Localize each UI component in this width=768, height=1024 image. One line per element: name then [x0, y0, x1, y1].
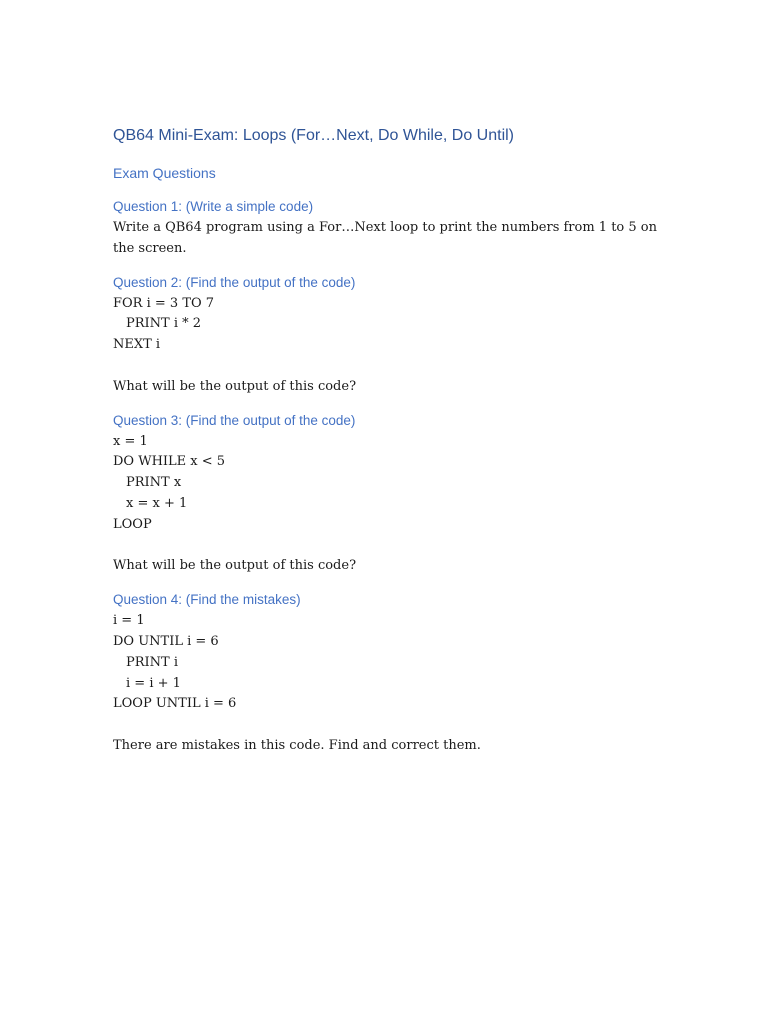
code-line: NEXT i	[113, 337, 161, 353]
question-3-prompt: What will be the output of this code?	[113, 558, 357, 574]
code-line: PRINT i * 2	[126, 316, 202, 332]
code-line: DO UNTIL i = 6	[113, 633, 219, 649]
code-line: LOOP	[113, 516, 152, 532]
blank-line	[113, 356, 673, 377]
question-2	[113, 272, 673, 398]
code-line: PRINT x	[126, 475, 182, 491]
code-line: x = 1	[113, 433, 148, 449]
question-2-heading: Question 2: (Find the output of the code)	[113, 274, 356, 290]
question-3	[113, 410, 673, 578]
code-line: PRINT i	[126, 654, 179, 670]
code-line: FOR i = 3 TO 7	[113, 295, 215, 311]
question-4-prompt: There are mistakes in this code. Find and correct them.	[113, 737, 481, 753]
code-line: DO WHILE x < 5	[113, 454, 226, 470]
question-2-prompt: What will be the output of this code?	[113, 378, 357, 394]
blank-line	[113, 715, 673, 736]
document-title: QB64 Mini-Exam: Loops (For…Next, Do While, Do Until)	[113, 127, 514, 144]
question-1-prompt: Write a QB64 program using a For…Next loop to print the numbers from 1 to 5 on the screen.	[113, 220, 657, 256]
code-line: i = 1	[113, 613, 145, 629]
code-line: i = i + 1	[126, 675, 181, 691]
code-line: x = x + 1	[126, 495, 188, 511]
code-line: LOOP UNTIL i = 6	[113, 696, 237, 712]
question-1	[113, 196, 673, 260]
question-3-heading: Question 3: (Find the output of the code)	[113, 412, 356, 428]
question-1-heading: Question 1: (Write a simple code)	[113, 199, 314, 214]
question-4	[113, 589, 673, 757]
question-4-heading: Question 4: (Find the mistakes)	[113, 592, 301, 608]
blank-line	[113, 536, 673, 557]
section-heading: Exam Questions	[113, 165, 216, 181]
document-page	[113, 124, 673, 769]
